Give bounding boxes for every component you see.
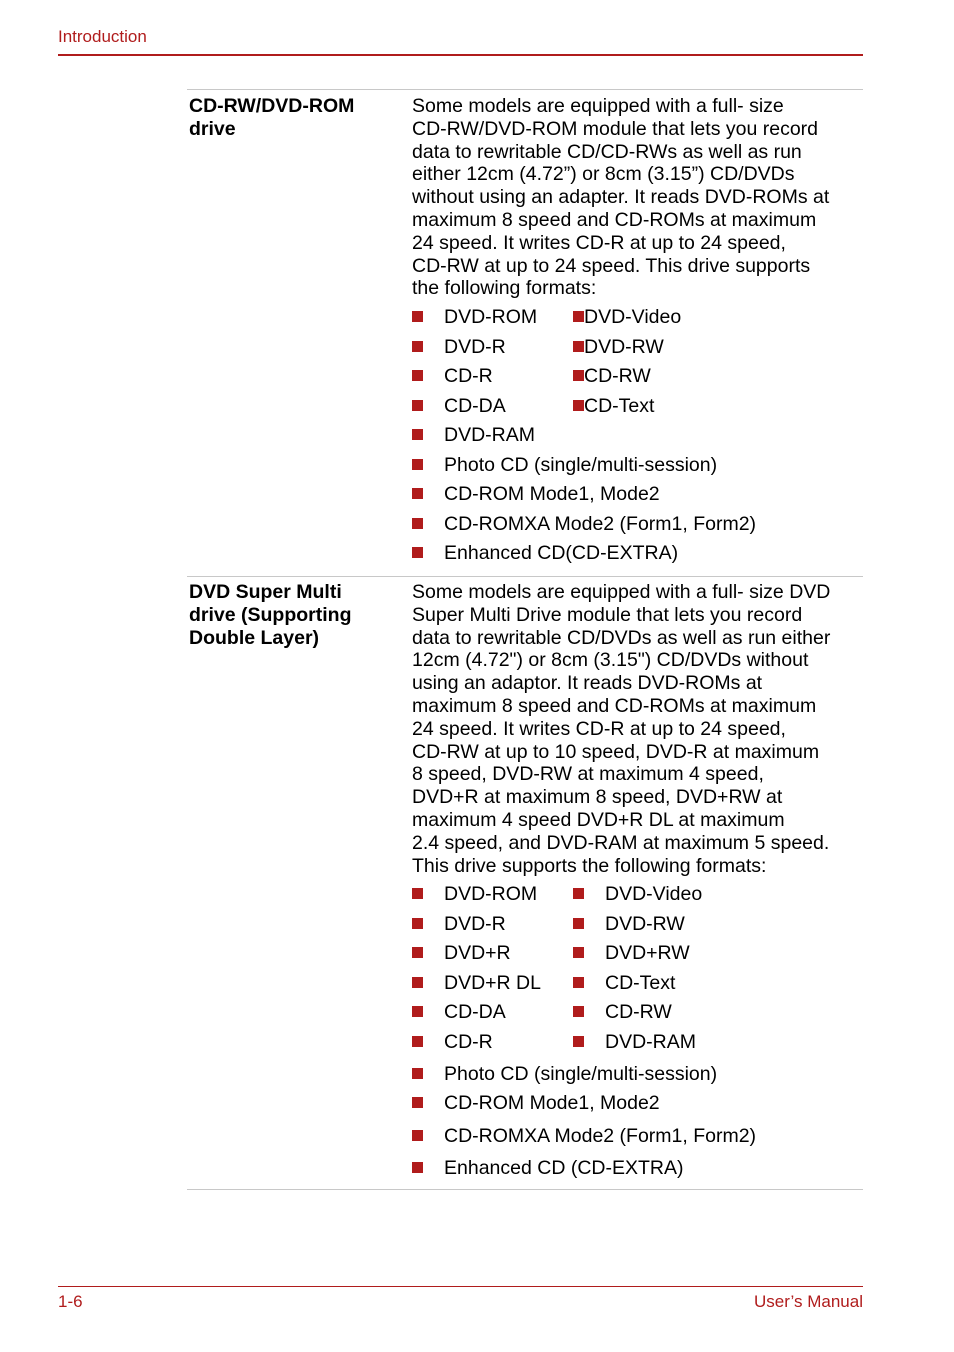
bullet-icon bbox=[573, 341, 584, 352]
table-top-rule bbox=[187, 89, 863, 90]
list-item: DVD-RW bbox=[573, 336, 664, 358]
row-divider bbox=[187, 576, 863, 577]
header-divider bbox=[58, 54, 863, 56]
bullet-icon bbox=[412, 547, 423, 558]
list-item: DVD-ROM bbox=[412, 883, 537, 905]
list-item: CD-Text bbox=[573, 395, 654, 417]
bullet-icon bbox=[412, 341, 423, 352]
bullet-icon bbox=[573, 1036, 584, 1047]
list-item: DVD-R bbox=[412, 336, 506, 358]
list-item: CD-RW bbox=[573, 365, 651, 387]
bullet-icon bbox=[573, 311, 584, 322]
list-item: CD-RW bbox=[573, 1001, 672, 1023]
term-dvd-super-multi: DVD Super Multi drive (Supporting Double Layer) bbox=[189, 581, 352, 649]
list-item: CD-ROMXA Mode2 (Form1, Form2) bbox=[412, 1125, 756, 1147]
bullet-icon bbox=[412, 311, 423, 322]
list-item: CD-Text bbox=[573, 972, 675, 994]
list-item: Enhanced CD(CD-EXTRA) bbox=[412, 542, 678, 564]
page-number: 1-6 bbox=[58, 1292, 83, 1311]
description-cd-rw-dvd-rom bbox=[412, 95, 863, 300]
list-item: DVD-Video bbox=[573, 883, 702, 905]
list-item: DVD-RAM bbox=[412, 424, 535, 446]
bullet-icon bbox=[573, 400, 584, 411]
list-item: DVD-Video bbox=[573, 306, 681, 328]
term-cd-rw-dvd-rom: CD-RW/DVD-ROM drive bbox=[189, 95, 355, 140]
bullet-icon bbox=[412, 370, 423, 381]
list-item: DVD+RW bbox=[573, 942, 690, 964]
bullet-icon bbox=[573, 947, 584, 958]
bullet-icon bbox=[573, 888, 584, 899]
list-item: DVD-ROM bbox=[412, 306, 537, 328]
list-item: Photo CD (single/multi-session) bbox=[412, 1063, 717, 1085]
footer-divider bbox=[58, 1286, 863, 1287]
bullet-icon bbox=[573, 918, 584, 929]
list-item: CD-DA bbox=[412, 395, 506, 417]
bullet-icon bbox=[412, 518, 423, 529]
bullet-icon bbox=[573, 977, 584, 988]
bullet-icon bbox=[412, 1006, 423, 1017]
bullet-icon bbox=[573, 1006, 584, 1017]
bullet-icon bbox=[412, 488, 423, 499]
list-item: DVD-RAM bbox=[573, 1031, 696, 1053]
bullet-icon bbox=[412, 459, 423, 470]
bullet-icon bbox=[412, 1130, 423, 1141]
bullet-icon bbox=[412, 1036, 423, 1047]
bullet-icon bbox=[412, 918, 423, 929]
list-item: CD-ROM Mode1, Mode2 bbox=[412, 483, 660, 505]
list-item: DVD-R bbox=[412, 913, 506, 935]
bullet-icon bbox=[412, 1097, 423, 1108]
bullet-icon bbox=[412, 1162, 423, 1173]
list-item: DVD-RW bbox=[573, 913, 685, 935]
table-bottom-rule bbox=[187, 1189, 863, 1190]
list-item: CD-R bbox=[412, 1031, 493, 1053]
bullet-icon bbox=[412, 400, 423, 411]
description-dvd-super-multi bbox=[412, 581, 863, 877]
list-item: CD-R bbox=[412, 365, 493, 387]
description-text: Some models are equipped with a full- size CD-RW/DVD-ROM module that lets you record data to rewritable CD/CD-RWs as well as run either 12cm (4.72”) or 8cm (3.15”) CD/DVDs without using an adapter. It reads DVD-ROMs at maximum 8 speed and CD-ROMs at maximum 24 speed. It writes CD-R at up to 24 speed, CD-RW at up to 24 speed. This drive supports the following formats: bbox=[412, 95, 830, 300]
list-item: Enhanced CD (CD-EXTRA) bbox=[412, 1157, 683, 1179]
description-text: Some models are equipped with a full- size DVD Super Multi Drive module that lets you record data to rewritable CD/DVDs as well as run either 12cm (4.72") or 8cm (3.15") CD/DVDs without using an adaptor. It reads DVD-ROMs at maximum 8 speed and CD-ROMs at maximum 24 speed. It writes CD-R at up to 24 speed, CD-RW at up to 10 speed, DVD-R at maximum 8 speed, DVD-RW at maximum 4 speed, DVD+R at maximum 8 speed, DVD+RW at maximum 4 speed DVD+R DL at maximum 2.4 speed, and DVD-RAM at maximum 5 speed. This drive supports the following formats: bbox=[412, 581, 831, 877]
bullet-icon bbox=[573, 370, 584, 381]
list-item: Photo CD (single/multi-session) bbox=[412, 454, 717, 476]
list-item: CD-ROMXA Mode2 (Form1, Form2) bbox=[412, 513, 756, 535]
bullet-icon bbox=[412, 1068, 423, 1079]
bullet-icon bbox=[412, 947, 423, 958]
bullet-icon bbox=[412, 888, 423, 899]
running-header: Introduction bbox=[58, 27, 147, 46]
manual-title: User’s Manual bbox=[754, 1292, 863, 1311]
list-item: DVD+R bbox=[412, 942, 511, 964]
list-item: DVD+R DL bbox=[412, 972, 541, 994]
list-item: CD-ROM Mode1, Mode2 bbox=[412, 1092, 660, 1114]
bullet-icon bbox=[412, 429, 423, 440]
bullet-icon bbox=[412, 977, 423, 988]
list-item: CD-DA bbox=[412, 1001, 506, 1023]
